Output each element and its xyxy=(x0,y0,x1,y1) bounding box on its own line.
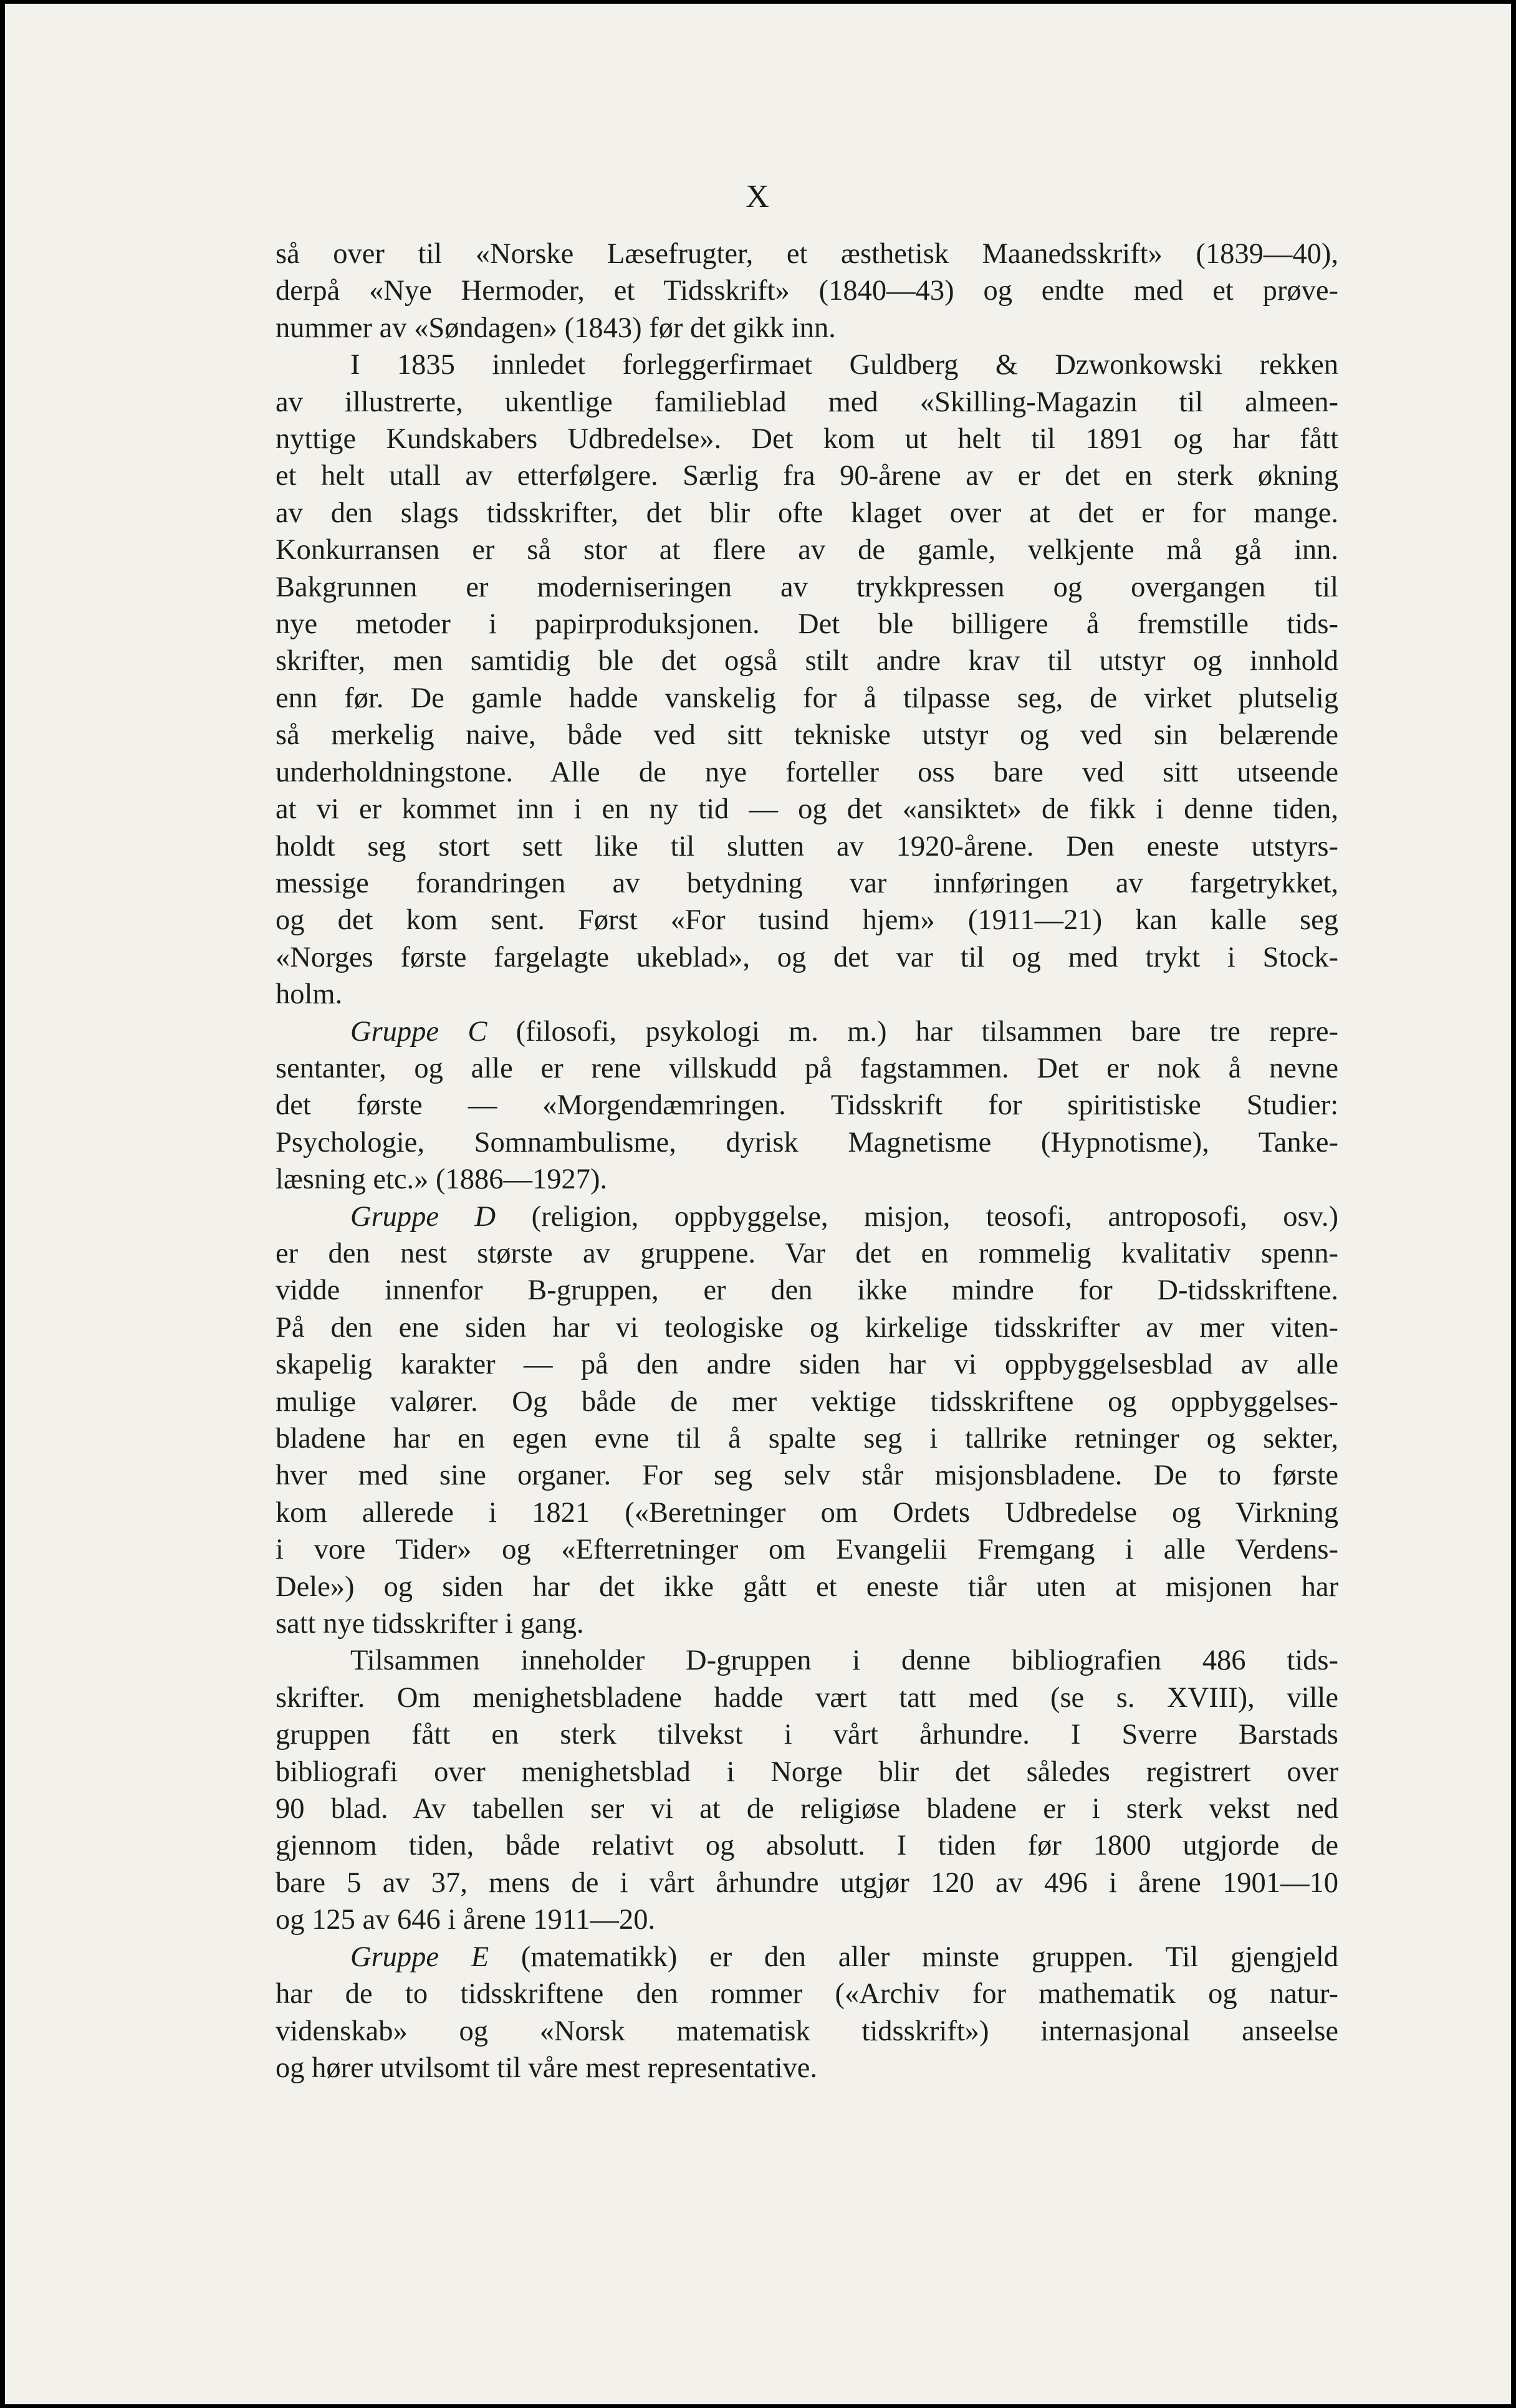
line-text: skrifter, men samtidig ble det også stilt andre krav til utstyr og innhold xyxy=(276,645,1338,677)
line-text: I 1835 innledet forleggerfirmaet Guldberg & Dzwonkowski rekken xyxy=(350,349,1338,381)
text-line xyxy=(276,1754,1338,1790)
text-line xyxy=(276,754,1338,791)
text-line xyxy=(276,976,1338,1013)
text-line xyxy=(276,643,1338,679)
text-line xyxy=(276,1605,1338,1642)
text-line xyxy=(276,902,1338,939)
line-text: Bakgrunnen er moderniseringen av trykkpressen og overgangen til xyxy=(276,571,1338,603)
line-text: «Norges første fargelagte ukeblad», og det var til og med trykt i Stock- xyxy=(276,941,1338,973)
text-line xyxy=(276,1827,1338,1864)
text-line xyxy=(276,272,1338,309)
text-line xyxy=(276,1235,1338,1272)
text-line xyxy=(276,1087,1338,1124)
line-text: nyttige Kundskabers Udbredelse». Det kom ut helt til 1891 og har fått xyxy=(276,423,1338,456)
line-text: (matematikk) er den aller minste gruppen. Til gjengjeld xyxy=(489,1941,1338,1973)
text-line xyxy=(276,1272,1338,1309)
text-line xyxy=(276,1679,1338,1716)
text-line xyxy=(276,717,1338,753)
line-text: vidde innenfor B-gruppen, er den ikke mindre for D-tidsskriftene. xyxy=(276,1274,1338,1307)
line-text: hver med sine organer. For seg selv står misjonsbladene. De to første xyxy=(276,1460,1338,1492)
paragraph xyxy=(276,1013,1338,1198)
line-text: (religion, oppbyggelse, misjon, teosofi, antroposofi, osv.) xyxy=(496,1200,1338,1233)
text-line xyxy=(276,1494,1338,1531)
text-line xyxy=(276,2013,1338,2050)
line-text: bibliografi over menighetsblad i Norge blir det således registrert over xyxy=(276,1756,1338,1788)
text-line xyxy=(276,1383,1338,1420)
page-number: X xyxy=(746,179,770,214)
text-line xyxy=(276,1198,1338,1235)
text-line xyxy=(276,346,1338,383)
line-text: videnskab» og «Norsk matematisk tidsskrift») internasjonal anseelse xyxy=(276,2015,1338,2047)
text-line xyxy=(276,791,1338,828)
text-line xyxy=(276,1309,1338,1346)
paragraph xyxy=(276,1642,1338,1938)
text-line xyxy=(276,1050,1338,1087)
text-line xyxy=(276,1569,1338,1605)
group-heading: Gruppe D xyxy=(350,1200,496,1233)
line-text: derpå «Nye Hermoder, et Tidsskrift» (1840—43) og endte med et prøve- xyxy=(276,275,1338,307)
line-text: kom allerede i 1821 («Beretninger om Ordets Udbredelse og Virkning xyxy=(276,1496,1338,1529)
line-text: så merkelig naive, både ved sitt tekniske utstyr og ved sin belærende xyxy=(276,719,1338,752)
line-text: og det kom sent. Først «For tusind hjem» (1911—21) kan kalle seg xyxy=(276,904,1338,937)
line-text: at vi er kommet inn i en ny tid — og det «ansiktet» de fikk i denne tiden, xyxy=(276,793,1338,826)
text-line xyxy=(276,310,1338,346)
line-text: bladene har en egen evne til å spalte seg i tallrike retninger og sekter, xyxy=(276,1423,1338,1455)
text-line xyxy=(276,1161,1338,1198)
line-text: bare 5 av 37, mens de i vårt århundre utgjør 120 av 496 i årene 1901—10 xyxy=(276,1866,1338,1899)
line-text: Dele») og siden har det ikke gått et eneste tiår uten at misjonen har xyxy=(276,1570,1338,1603)
text-line xyxy=(276,1420,1338,1457)
line-text: av illustrerte, ukentlige familieblad med «Skilling-Magazin til almeen- xyxy=(276,386,1338,418)
text-line xyxy=(276,1790,1338,1827)
line-text: og hører utvilsomt til våre mest representative. xyxy=(276,2052,818,2084)
text-line xyxy=(276,1901,1338,1938)
line-text: læsning etc.» (1886—1927). xyxy=(276,1163,608,1196)
line-text: enn før. De gamle hadde vanskelig for å tilpasse seg, de virket plutselig xyxy=(276,682,1338,714)
line-text: så over til «Norske Læsefrugter, et æsthetisk Maanedsskrift» (1839—40), xyxy=(276,238,1338,270)
text-line xyxy=(276,1531,1338,1568)
text-line xyxy=(276,606,1338,643)
text-line xyxy=(276,1124,1338,1161)
line-text: Konkurransen er så stor at flere av de gamle, velkjente må gå inn. xyxy=(276,534,1338,566)
line-text: gruppen fått en sterk tilvekst i vårt århundre. I Sverre Barstads xyxy=(276,1719,1338,1751)
text-line xyxy=(276,457,1338,494)
line-text: messige forandringen av betydning var innføringen av fargetrykket, xyxy=(276,867,1338,899)
line-text: holm. xyxy=(276,978,343,1011)
book-page xyxy=(5,4,1511,2404)
text-line xyxy=(276,1976,1338,2012)
text-line xyxy=(276,421,1338,457)
text-line xyxy=(276,1457,1338,1494)
line-text: (filosofi, psykologi m. m.) har tilsammen bare tre repre- xyxy=(487,1015,1338,1048)
paragraph xyxy=(276,236,1338,346)
group-heading: Gruppe C xyxy=(350,1015,487,1048)
body-text xyxy=(276,236,1338,2086)
line-text: satt nye tidsskrifter i gang. xyxy=(276,1608,584,1640)
line-text: 90 blad. Av tabellen ser vi at de religiøse bladene er i sterk vekst ned xyxy=(276,1793,1338,1825)
paragraph xyxy=(276,346,1338,1013)
text-line xyxy=(276,2050,1338,2086)
line-text: skapelig karakter — på den andre siden har vi oppbyggelsesblad av alle xyxy=(276,1349,1338,1381)
text-line xyxy=(276,680,1338,717)
group-heading: Gruppe E xyxy=(350,1941,489,1973)
line-text: har de to tidsskriftene den rommer («Archiv for mathematik og natur- xyxy=(276,1978,1338,2010)
text-line xyxy=(276,384,1338,421)
line-text: underholdningstone. Alle de nye forteller oss bare ved sitt utseende xyxy=(276,756,1338,788)
line-text: skrifter. Om menighetsbladene hadde vært tatt med (se s. XVIII), ville xyxy=(276,1681,1338,1714)
line-text: og 125 av 646 i årene 1911—20. xyxy=(276,1904,656,1936)
line-text: sentanter, og alle er rene villskudd på fagstammen. Det er nok å nevne xyxy=(276,1052,1338,1084)
text-line xyxy=(276,1939,1338,1976)
text-line xyxy=(276,1013,1338,1050)
text-line xyxy=(276,1865,1338,1901)
text-line xyxy=(276,569,1338,606)
text-line xyxy=(276,1346,1338,1383)
line-text: av den slags tidsskrifter, det blir ofte klaget over at det er for mange. xyxy=(276,497,1338,529)
line-text: holdt seg stort sett like til slutten av 1920-årene. Den eneste utstyrs- xyxy=(276,830,1338,862)
text-line xyxy=(276,1642,1338,1679)
text-line xyxy=(276,495,1338,532)
text-line xyxy=(276,532,1338,568)
line-text: mulige valører. Og både de mer vektige tidsskriftene og oppbyggelses- xyxy=(276,1385,1338,1418)
text-line xyxy=(276,236,1338,272)
line-text: På den ene siden har vi teologiske og kirkelige tidsskrifter av mer viten- xyxy=(276,1311,1338,1344)
text-line xyxy=(276,939,1338,976)
line-text: i vore Tider» og «Efterretninger om Evangelii Fremgang i alle Verdens- xyxy=(276,1534,1338,1566)
text-line xyxy=(276,865,1338,902)
paragraph xyxy=(276,1198,1338,1643)
text-line xyxy=(276,1716,1338,1753)
line-text: er den nest største av gruppene. Var det en rommelig kvalitativ spenn- xyxy=(276,1237,1338,1269)
text-line xyxy=(276,828,1338,865)
line-text: nye metoder i papirproduksjonen. Det ble billigere å fremstille tids- xyxy=(276,608,1338,641)
line-text: det første — «Morgendæmringen. Tidsskrift for spiritistiske Studier: xyxy=(276,1089,1338,1122)
line-text: Psychologie, Somnambulisme, dyrisk Magnetisme (Hypnotisme), Tanke- xyxy=(276,1126,1338,1159)
line-text: et helt utall av etterfølgere. Særlig fra 90-årene av er det en sterk økning xyxy=(276,460,1338,492)
line-text: gjennom tiden, både relativt og absolutt. I tiden før 1800 utgjorde de xyxy=(276,1830,1338,1862)
line-text: Tilsammen inneholder D-gruppen i denne bibliografien 486 tids- xyxy=(350,1645,1338,1677)
line-text: nummer av «Søndagen» (1843) før det gikk inn. xyxy=(276,312,836,344)
paragraph xyxy=(276,1939,1338,2087)
